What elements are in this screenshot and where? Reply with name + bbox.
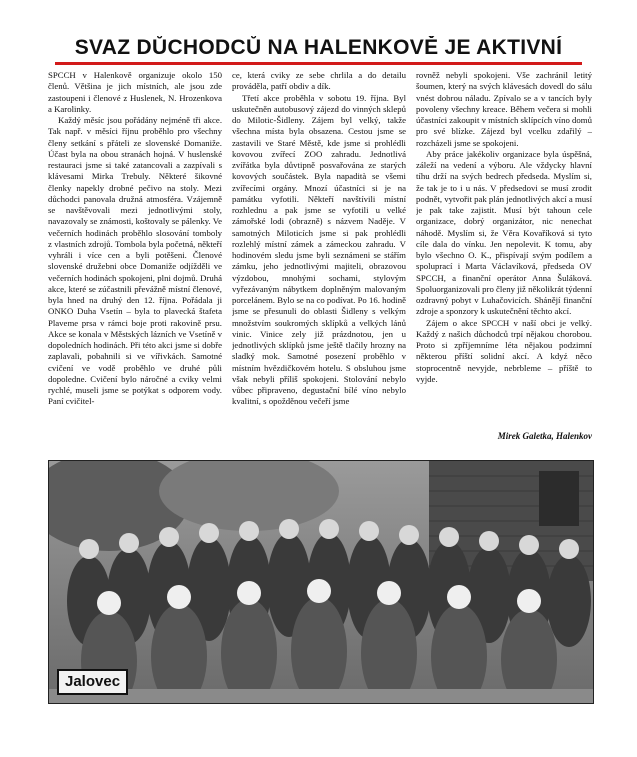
photo-credit-label: Jalovec <box>57 669 128 695</box>
paragraph: rovněž nebyli spokojeni. Vše zachránil letitý šoumen, který na svých klávesách dovedl do sálu vnést dobrou náladu. Zpívalo se a v tancích byly povoleny všechny kreace. Během večera si mohli účastníci zakoupit v místních sklípcích víno domů pro své blízke. Zájezd byl vcelku zdařilý – rozcházeli jsme se spokojeni. <box>416 70 592 148</box>
author-signature: Mirek Galetka, Halenkov <box>497 431 592 441</box>
paragraph: Zájem o akce SPCCH v naší obci je velký. Každý z našich důchodců trpí nějakou chorobou. Proto si zpříjemníme léta nějakou podzimní některou příští solidní akcí. A kdyź něco stoprocentně nevyjde, nebrbleme – příště to vyjde. <box>416 317 592 384</box>
article-column-2 <box>232 70 406 498</box>
group-photo-icon <box>49 461 593 703</box>
paragraph: Každý měsíc jsou pořádány nejméně tři akce. Tak např. v měsíci říjnu proběhlo pro všechny členy setkání s přáteli ze slovenské Domaniže. Účast byla na obou stranách hojná. V huslenské restauraci jsme si také zatancovali a zazpívali s klávesami Mirka Trebuly. Některé šikovné členky napekly drobné pečivo na stoly. Mezi důchodci panovala družná atmosféra. Vzájemně se navštěvovali mezi jednotlivými stoly, navazovaly se známosti, koštovaly se pálenky. Ve večerních hodinách proběhlo slosování tomboly z vlastních zdrojů. Tombola byla početná, někteří vyhráli i více cen a byli potěšeni. Členové slovenské družebni obce Domaniže odjížděli ve večerních hodinách spokojeni, plni dojmů. Druhá akce, které se zúčastnili převážně místní členové, byla hned na druhý den 12. října. Pořádala ji ONKO Duha Vsetín – byla to plavecká štafeta Plaveme prsa v rámci boje proti rakovině prsu. Akce se konala v Městských lázních ve Vsetíně v dopoledních hodinách. Při této akci jsme si dobře zaplavali, pobahnili si ve vířivkách. Samotné cvičení ve vodě proběhlo ve druhé půli dopoledne. Cvičení bylo náročné a cviky velmi rychlé, museli jsme se potýkat s odporem vody. Paní cvičitel- <box>48 115 222 407</box>
article-column-1 <box>48 70 222 498</box>
paragraph: ce, která cviky ze sebe chrlila a do detailu prováděla, patří obdiv a dík. <box>232 70 406 92</box>
paragraph: SPCCH v Halenkově organizuje okolo 150 členů. Většina je jich místních, ale jsou zde zastoupeni i členové z Huslenek, N. Hrozenkova a Karolinky. <box>48 70 222 114</box>
paragraph: Aby práce jakékoliv organizace byla úspěšná, záleží na vedení a výboru. Ale vždycky hlavní tíhu drží na svých bedrech předseda. Myslím si, že tak je to i u nás. V předsedovi se musí zrodit podnět, vytvořit pak plán jednotlivých akcí a musí je pak take zajistit. Musí být tahoun cele organizace, dobrý organizátor, nic nenechat náhodě. Myslím si, že Věra Kovaříková si tyto cíle dala do vínku. Jen nepolevit. K tomu, aby bylo všechno O. K., přispívají svým podílem a spoluprací i Marta Václavíková, předseda OV SPCCH, a finanční operátor Anna Šuláková. Spoluorganizovali pro členy již několikrát týdenní ozdravný pobyt v Luhačovicích. Shánějí finanční zdroje a sponzory k uskutečnění těchto akcí. <box>416 148 592 317</box>
paragraph: Třetí akce proběhla v sobotu 19. října. Byl uskutečněn autobusový zájezd do vinných sklepů do Milotic-Šidleny. Zájem byl velký, takže všechna místa byla obsazena. Cestou jsme se zastavili ve Staré Městě, kde jsme si prohlédli kovovou zvířecí ZOO zahradu. Jednotlivá zvířátka byla důvtipně posvařována ze starých kovových součástek. Byla napadità se všemi zvířecími orgány. Mnozí účastníci si je na památku vyfotili. Někteří navštívili místní rozhlednu a pak jsme se vyfotili u velké zámořské lodi (obrazně) s názvem Naděje. V samotných Miloticích jsme si pak prohlédli rozlehlý místní zámek a zámeckou zahradu. V hodinovém sledu jsme byli seznámeni se stářím zámku, jeho jednotlivými majiteli, obrazovou výzdobou, mnohými sochami, stylovým vyřezávaným nábytkem doplněným malovaným porcelánem. Bylo se na co podívat. Po 16. hodině jsme se přesunuli do oblasti Šidleny s velkým množstvím soukromých sklípků a velkých lánů vinic. Vinice zely již prázdnotou, jen u jednotlivých sklípků jsme ještě tlačily hrozny na sladký mok. Samotné posezení proběhlo v místním hvězdičkovém hotelu. S obsluhou jsme však nebyli příliš spokojeni. Stolování nebylo vůbec připraveno, degustační bílé víno nebylo kvalitní, s opožděnou večeří jsme <box>232 92 406 407</box>
group-photo <box>48 460 594 704</box>
article-column-3 <box>416 70 592 420</box>
article-headline: SVAZ DŮCHODCŮ NA HALENKOVĚ JE AKTIVNÍ <box>55 36 582 65</box>
